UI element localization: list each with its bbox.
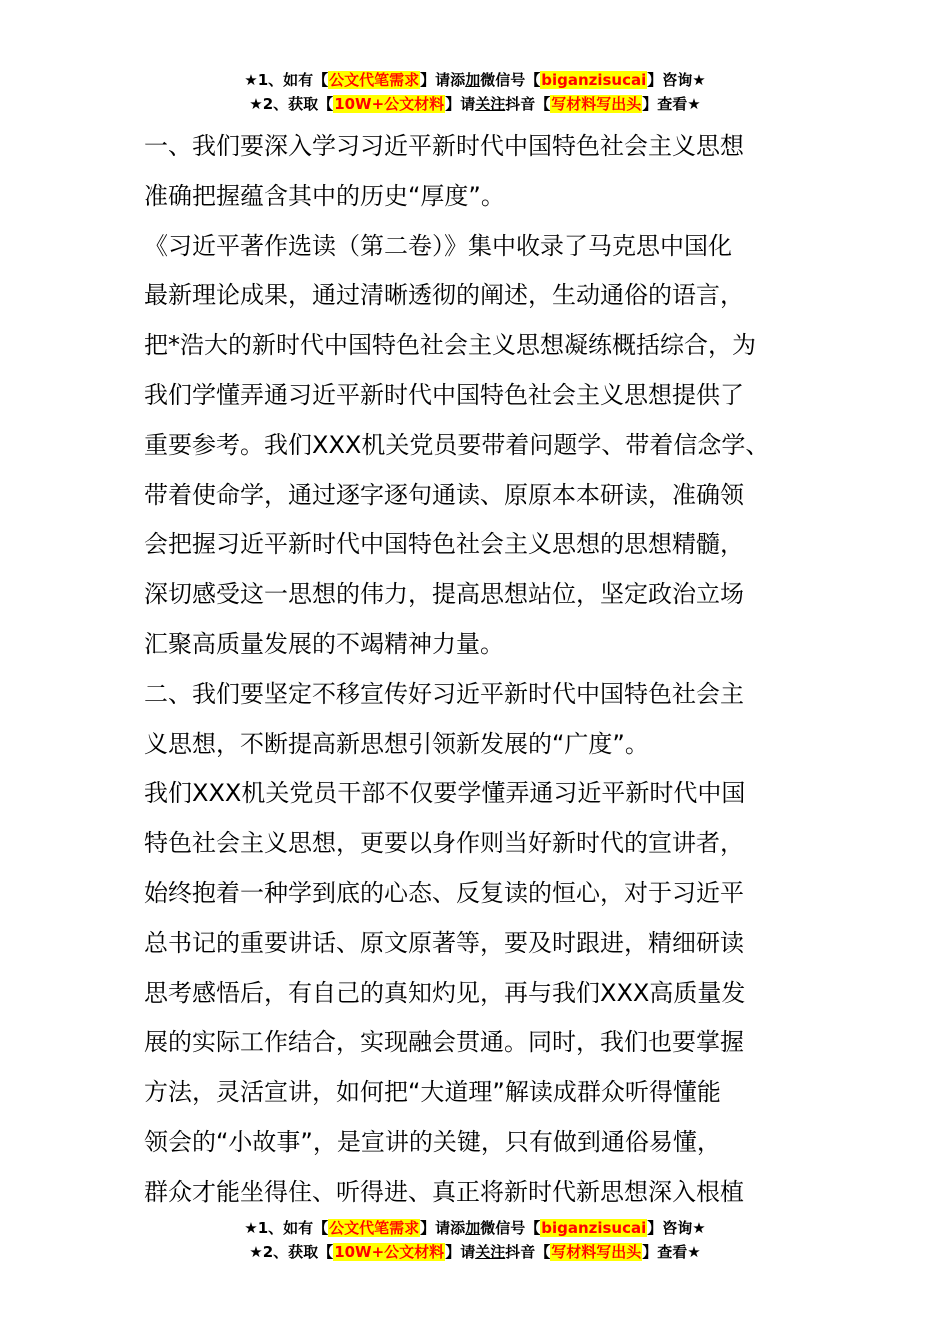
banner-text: 抖音【: [505, 1243, 551, 1261]
banner-text: 微信号【: [480, 1219, 541, 1237]
paragraph-line: 汇聚高质量发展的不竭精神力量。: [144, 629, 504, 658]
banner-highlight: biganzisucai: [541, 1219, 647, 1237]
banner-text: 】请添: [420, 71, 466, 89]
banner-line-2: [0, 92, 950, 116]
banner-highlight: 写材料写出头: [551, 95, 642, 113]
paragraph-line: 特色社会主义思想，更要以身作则当好新时代的宣讲者，: [144, 829, 744, 858]
banner-underline: 关注: [475, 95, 506, 113]
banner-underline: 加: [465, 1219, 481, 1237]
banner-text: ★1、如有【: [244, 1219, 329, 1237]
paragraph-line: 深切感受这一思想的伟力，提高思想站位，坚定政治立场: [144, 580, 744, 609]
banner-highlight: biganzisucai: [541, 71, 647, 89]
heading-1: 一、我们要深入学习习近平新时代中国特色社会主义思想: [144, 132, 744, 160]
paragraph-line: 《习近平著作选读（第二卷）》集中收录了马克思中国化: [144, 231, 732, 260]
paragraph-line: 始终抱着一种学到底的心态、反复读的恒心，对于习近平: [144, 878, 744, 907]
top-banner: [0, 68, 950, 116]
heading-2: 二、我们要坚定不移宣传好习近平新时代中国特色社会主: [144, 679, 744, 708]
banner-highlight: 写材料写出头: [551, 1243, 642, 1261]
paragraph-line: 把*浩大的新时代中国特色社会主义思想凝练概括综合，为: [144, 331, 756, 360]
paragraph-line: 重要参考。我们XXX机关党员要带着问题学、带着信念学、: [144, 430, 770, 459]
banner-text: 】请添: [420, 1219, 466, 1237]
banner-line-1: [0, 68, 950, 92]
paragraph-line: 思考感悟后，有自己的真知灼见，再与我们XXX高质量发: [144, 978, 746, 1007]
banner-text: 微信号【: [480, 71, 541, 89]
banner-text: ★2、获取【: [249, 1243, 334, 1261]
paragraph-line: 方法，灵活宣讲，如何把“大道理”解读成群众听得懂能: [144, 1078, 721, 1107]
heading-1-cont: 准确把握蕴含其中的历史“厚度”。: [144, 181, 505, 210]
banner-text: 】咨询★: [647, 1219, 706, 1237]
banner-text: ★1、如有【: [244, 71, 329, 89]
banner-line-1: [0, 1216, 950, 1240]
banner-text: 】查看★: [642, 95, 701, 113]
banner-highlight: 10W+公文材料: [334, 95, 445, 113]
banner-line-2: [0, 1240, 950, 1264]
paragraph-line: 领会的“小故事”，是宣讲的关键，只有做到通俗易懂，: [144, 1127, 721, 1156]
banner-underline: 关注: [475, 1243, 506, 1261]
banner-text: 】咨询★: [647, 71, 706, 89]
paragraph-line: 带着使命学，通过逐字逐句通读、原原本本研读，准确领: [144, 480, 744, 509]
banner-highlight: 10W+公文材料: [334, 1243, 445, 1261]
document-body: [144, 122, 824, 1218]
paragraph-line: 会把握习近平新时代中国特色社会主义思想的思想精髓，: [144, 530, 744, 559]
paragraph-line: 展的实际工作结合，实现融会贯通。同时，我们也要掌握: [144, 1028, 744, 1057]
paragraph-line: 我们学懂弄通习近平新时代中国特色社会主义思想提供了: [144, 380, 744, 409]
bottom-banner: [0, 1216, 950, 1264]
banner-highlight: 公文代笔需求: [329, 1219, 420, 1237]
paragraph-line: 总书记的重要讲话、原文原著等，要及时跟进，精细研读: [144, 928, 744, 957]
banner-text: 】查看★: [642, 1243, 701, 1261]
heading-2-cont: 义思想，不断提高新思想引领新发展的“广度”。: [144, 729, 649, 758]
banner-highlight: 公文代笔需求: [329, 71, 420, 89]
paragraph-line: 群众才能坐得住、听得进、真正将新时代新思想深入根植: [144, 1177, 744, 1206]
banner-text: 抖音【: [505, 95, 551, 113]
banner-text: 】请: [445, 95, 476, 113]
paragraph-line: 我们XXX机关党员干部不仅要学懂弄通习近平新时代中国: [144, 779, 746, 808]
paragraph-line: 最新理论成果，通过清晰透彻的阐述，生动通俗的语言，: [144, 281, 744, 310]
banner-underline: 加: [465, 71, 481, 89]
banner-text: 】请: [445, 1243, 476, 1261]
banner-text: ★2、获取【: [249, 95, 334, 113]
